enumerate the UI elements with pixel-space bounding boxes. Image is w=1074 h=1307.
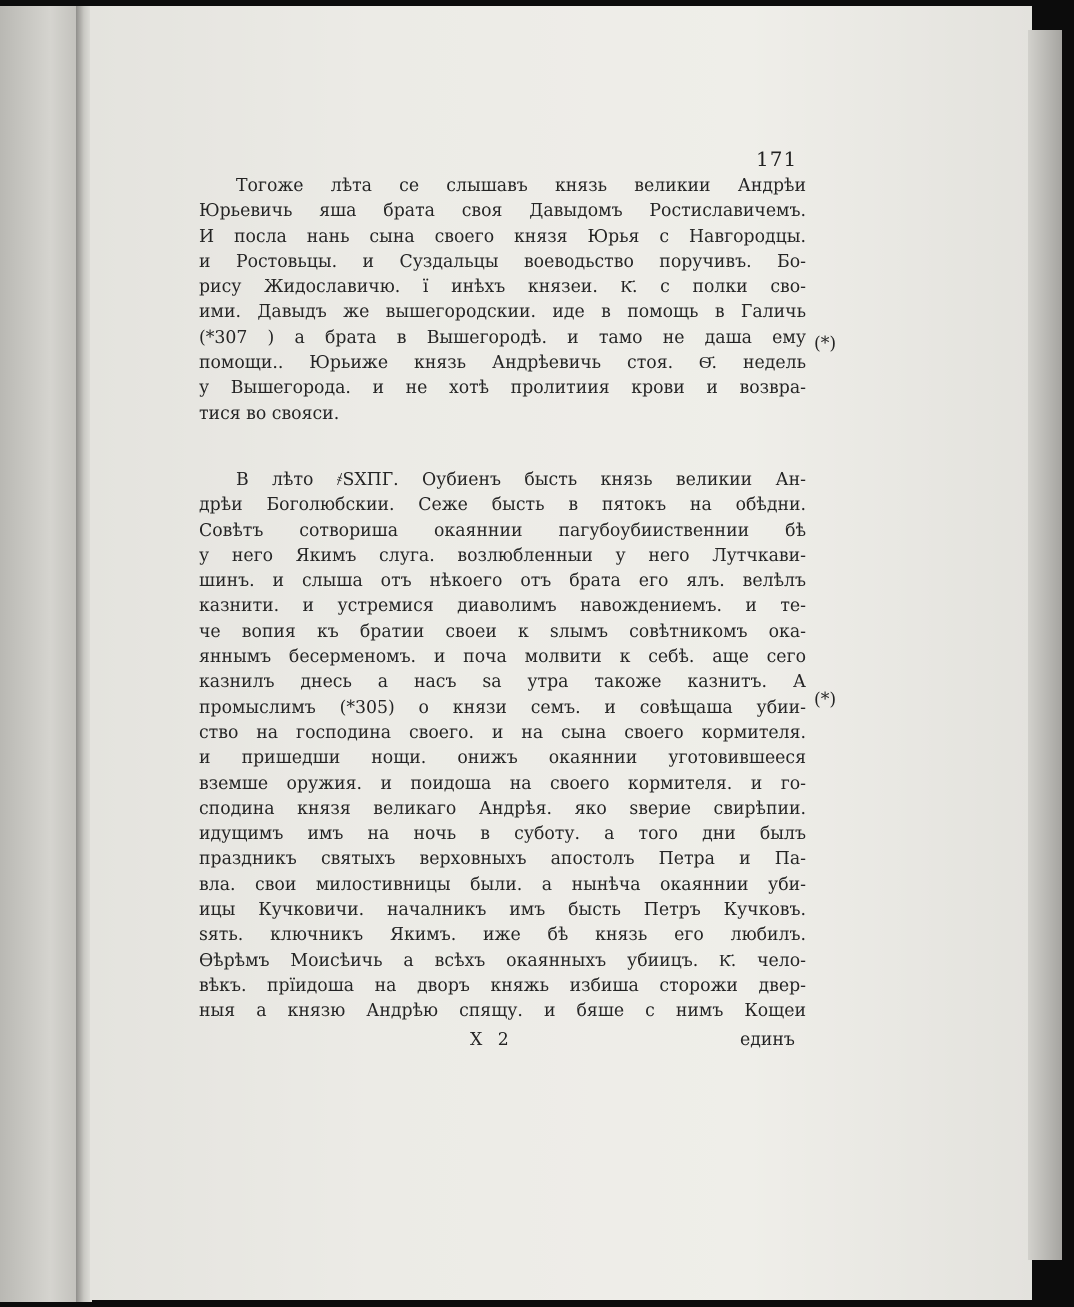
text-line: ныя а князю Андрѣю спящу. и бяше с нимъ Кощеи	[199, 1001, 806, 1022]
text-line: помощи.. Юрьиже князь Андрѣевичь стоя. Ѳ҃. недель	[199, 353, 806, 374]
text-line: рису Жидославичю. ї инѣхъ князеи. К҃. с полки сво-	[199, 277, 806, 298]
text-line: вземше оружия. и поидоша на своего кормителя. и го-	[199, 773, 806, 794]
left-page-edge	[0, 6, 84, 1302]
text-line: идущимъ имъ на ночь в суботу. а того дни былъ	[199, 824, 806, 845]
text-line: (*307 ) а брата в Вышегородѣ. и тамо не даша ему	[199, 327, 806, 348]
text-line: вла. свои милостивницы были. а нынѣча окаяннии уби-	[199, 874, 806, 895]
text-line: сподина князя великаго Андрѣя. яко ѕверие свирѣпии.	[199, 798, 806, 819]
marginal-note: (*)	[814, 334, 837, 354]
text-line: вѣкъ. прїидоша на дворъ княжь избиша сторожи двер-	[199, 975, 806, 996]
text-line: тися во свояси.	[199, 403, 340, 424]
text-line: и пришедши нощи. онижъ окаяннии уготовившееся	[199, 748, 806, 769]
paragraph-2	[199, 468, 806, 1025]
signature-mark: Х 2	[470, 1030, 514, 1050]
text-line: Ѳѣрѣмъ Моисѣичь а всѣхъ окаянныхъ убиицъ. К҃. чело-	[199, 950, 806, 971]
marginal-note: (*)	[814, 690, 837, 710]
text-line: че вопия къ братии своеи к ѕлымъ совѣтникомъ ока-	[199, 621, 806, 642]
text-line: яннымъ бесерменомъ. и поча молвити к себѣ. аще сего	[199, 647, 806, 668]
text-line: у него Якимъ слуга. возлюбленныи у него Лутчкави-	[199, 545, 806, 566]
text-line: казнилъ днесь а насъ ѕа утра такоже казнитъ. А	[199, 672, 806, 693]
text-line: дрѣи Боголюбскии. Сеже бысть в пятокъ на обѣдни.	[199, 495, 806, 516]
text-line: Юрьевичь яша брата своя Давыдомъ Ростиславичемъ.	[199, 201, 806, 222]
text-line: И посла нань сына своего князя Юрья с Навгородцы.	[199, 226, 806, 247]
text-line: казнити. и устремися диаволимъ навождениемъ. и те-	[199, 596, 806, 617]
text-line: праздникъ святыхъ верховныхъ апостолъ Петра и Па-	[199, 849, 806, 870]
text-line: у Вышегорода. и не хотѣ пролитиия крови и возвра-	[199, 378, 806, 399]
text-line: ство на господина своего. и на сына своего кормителя.	[199, 722, 806, 743]
text-line: ѕять. ключникъ Якимъ. иже бѣ князь его любилъ.	[199, 925, 806, 946]
text-line: шинъ. и слыша отъ нѣкоего отъ брата его ялъ. велѣлъ	[199, 571, 806, 592]
text-line: ими. Давыдъ же вышегородскии. иде в помощь в Галичь	[199, 302, 806, 323]
text-line: В лѣто ҂ЅХПГ. Оубиенъ бысть князь великии Ан-	[236, 470, 806, 490]
page-stack-edge	[1028, 30, 1062, 1260]
text-line: Тогоже лѣта се слышавъ князь великии Андрѣи	[236, 176, 806, 196]
text-line: ицы Кучковичи. началникъ имъ бысть Петръ Кучковъ.	[199, 900, 806, 921]
paragraph-1	[199, 174, 806, 427]
text-line: промыслимъ (*305) о князи семъ. и совѣщаша убии-	[199, 697, 806, 718]
page-number: 171	[756, 147, 798, 171]
text-line: и Ростовьцы. и Суздальцы воеводьство поручивъ. Бо-	[199, 251, 806, 272]
catchword: единъ	[740, 1030, 795, 1050]
text-line: Совѣтъ сотвориша окаяннии пагубоубииственнии бѣ	[199, 520, 806, 541]
